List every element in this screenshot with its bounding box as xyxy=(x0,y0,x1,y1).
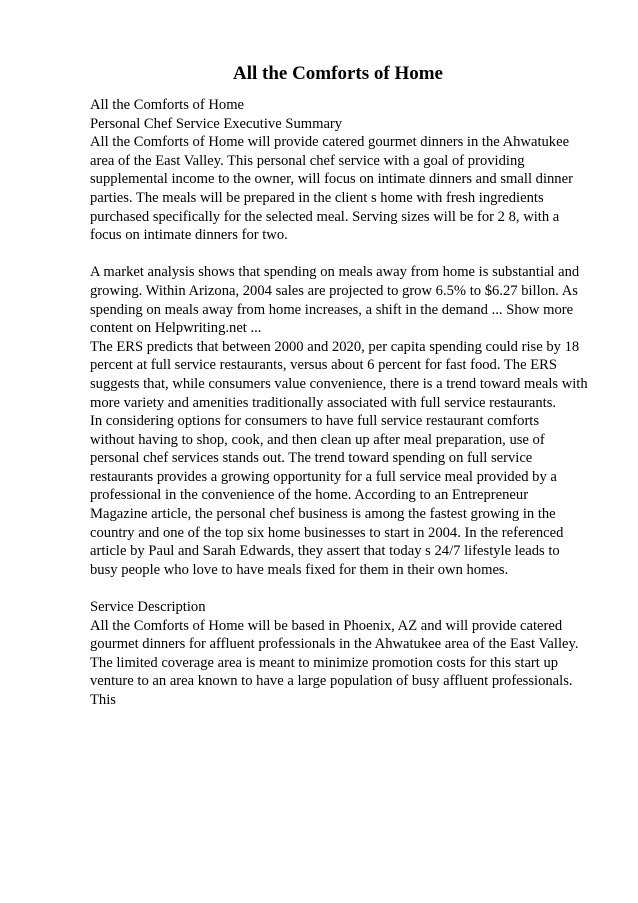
body-line: gourmet dinners for affluent professionals in the Ahwatukee area of the East Valley. xyxy=(90,636,579,653)
body-line: personal chef services stands out. The trend toward spending on full service xyxy=(90,450,533,467)
body-line: supplemental income to the owner, will focus on intimate dinners and small dinner xyxy=(90,171,573,188)
body-line: This xyxy=(90,692,116,708)
body-line: percent at full service restaurants, versus about 6 percent for fast food. The ERS xyxy=(90,357,557,374)
body-line: content on Helpwriting.net ... xyxy=(90,320,262,337)
body-line: professional in the convenience of the home. According to an Entrepreneur xyxy=(90,487,529,504)
paragraph-gap xyxy=(90,245,590,264)
body-line: focus on intimate dinners for two. xyxy=(90,227,288,244)
body-line: busy people who love to have meals fixed for them in their own homes. xyxy=(90,561,509,578)
body-line: restaurants provides a growing opportunity for a full service meal provided by a xyxy=(90,468,557,485)
body-line: All the Comforts of Home xyxy=(90,97,245,113)
body-line: venture to an area known to have a large population of busy affluent professionals. xyxy=(90,673,573,690)
document-body xyxy=(90,96,590,710)
body-line: The limited coverage area is meant to minimize promotion costs for this start up xyxy=(90,654,559,671)
body-line: without having to shop, cook, and then clean up after meal preparation, use of xyxy=(90,431,545,448)
body-line: spending on meals away from home increases, a shift in the demand ... Show more xyxy=(90,301,574,318)
body-line: parties. The meals will be prepared in the client s home with fresh ingredients xyxy=(90,189,544,206)
body-line: suggests that, while consumers value convenience, there is a trend toward meals with xyxy=(90,375,588,392)
body-line: A market analysis shows that spending on meals away from home is substantial and xyxy=(90,264,580,281)
body-line: In considering options for consumers to have full service restaurant comforts xyxy=(90,413,540,430)
body-line: All the Comforts of Home will provide catered gourmet dinners in the Ahwatukee xyxy=(90,134,570,151)
body-line: The ERS predicts that between 2000 and 2020, per capita spending could rise by 18 xyxy=(90,338,580,355)
body-line: more variety and amenities traditionally associated with full service restaurants. xyxy=(90,394,557,411)
body-line: country and one of the top six home businesses to start in 2004. In the referenced xyxy=(90,524,564,541)
body-line: article by Paul and Sarah Edwards, they assert that today s 24/7 lifestyle leads to xyxy=(90,543,560,560)
body-line: growing. Within Arizona, 2004 sales are projected to grow 6.5% to $6.27 billon. As xyxy=(90,282,578,299)
document-title: All the Comforts of Home xyxy=(232,63,443,84)
body-line: Personal Chef Service Executive Summary xyxy=(90,115,343,132)
body-line: area of the East Valley. This personal chef service with a goal of providing xyxy=(90,152,525,169)
body-line: Magazine article, the personal chef business is among the fastest growing in the xyxy=(90,506,556,523)
body-line: purchased specifically for the selected meal. Serving sizes will be for 2 8, with a xyxy=(90,208,560,225)
section-heading: Service Description xyxy=(90,599,206,616)
paragraph-gap xyxy=(90,579,590,598)
body-line: All the Comforts of Home will be based in Phoenix, AZ and will provide catered xyxy=(90,617,563,634)
